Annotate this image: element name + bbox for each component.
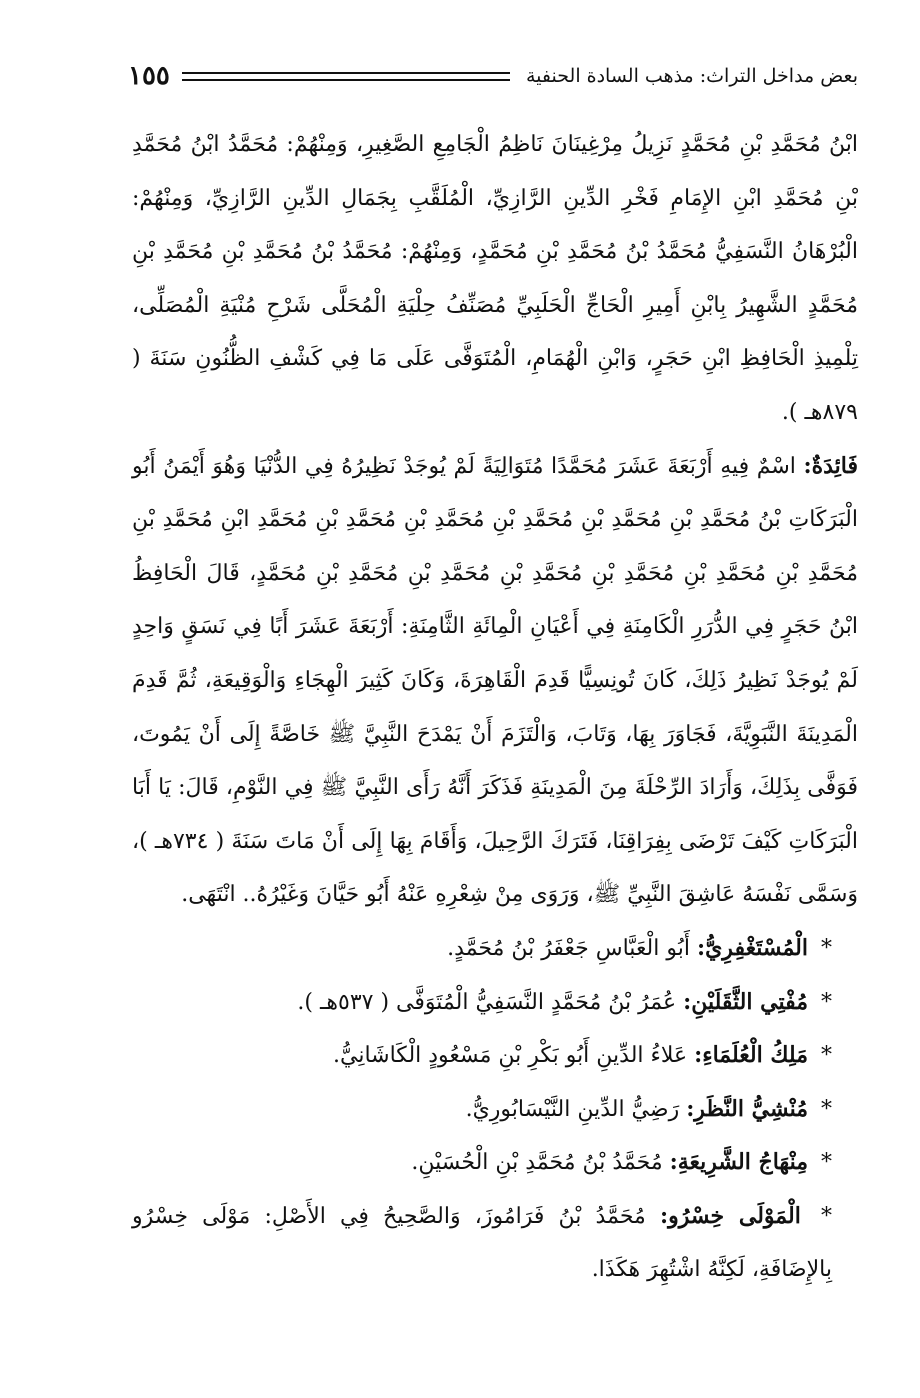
entry-item bbox=[132, 976, 858, 1030]
paragraph-note bbox=[132, 440, 858, 922]
entry-text: مُحَمَّدُ بْنُ مُحَمَّدِ بْنِ الْحُسَيْنِ. bbox=[411, 1150, 663, 1176]
entry-item bbox=[132, 1029, 858, 1083]
entry-item bbox=[132, 1083, 858, 1137]
note-text: اسْمٌ فِيهِ أَرْبَعَةَ عَشَرَ مُحَمَّدًا مُتَوَالِيَةً لَمْ يُوجَدْ نَظِيرُهُ فِي الدُّنْيَا وَهُوَ أَيْمَنُ أَبُو الْبَرَكَاتِ بْنُ مُحَمَّدِ بْنِ مُحَمَّدِ بْنِ مُحَمَّدِ بْنِ مُحَمَّدِ بْنِ مُحَمَّدِ بْنِ مُحَمَّدِ ابْنِ مُحَمَّدِ بْنِ مُحَمَّدِ بْنِ مُحَمَّدِ بْنِ مُحَمَّدِ بْنِ مُحَمَّدِ بْنِ مُحَمَّدِ بْنِ مُحَمَّدِ بْنِ مُحَمَّدٍ، قَالَ الْحَافِظُ ابْنُ حَجَرٍ فِي الدُّرَرِ الْكَامِنَةِ فِي أَعْيَانِ الْمِائَةِ الثَّامِنَةِ: أَرْبَعَةَ عَشَرَ أَبًا فِي نَسَقٍ وَاحِدٍ لَمْ يُوجَدْ نَظِيرُ ذَلِكَ، كَانَ تُونِسِيًّا قَدِمَ الْقَاهِرَةَ، وَكَانَ كَثِيرَ الْهِجَاءِ وَالْوَقِيعَةِ، ثُمَّ قَدِمَ الْمَدِينَةَ النَّبَوِيَّةَ، فَجَاوَرَ بِهَا، وَتَابَ، وَالْتَزَمَ أَنْ يَمْدَحَ النَّبِيَّ ﷺ خَاصَّةً إِلَى أَنْ يَمُوتَ، فَوَفَّى بِذَلِكَ، وَأَرَادَ الرِّحْلَةَ مِنَ الْمَدِينَةِ فَذَكَرَ أَنَّهُ رَأَى النَّبِيَّ ﷺ فِي النَّوْمِ، قَالَ: يَا أَبَا الْبَرَكَاتِ كَيْفَ تَرْضَى بِفِرَاقِنَا، فَتَرَكَ الرَّحِيلَ، وَأَقَامَ بِهَا إِلَى أَنْ مَاتَ سَنَةَ ( ٧٣٤هـ )، وَسَمَّى نَفْسَهُ عَاشِقَ النَّبِيِّ ﷺ، وَرَوَى مِنْ شِعْرِهِ عَنْهُ أَبُو حَيَّانَ وَغَيْرُهُ.. انْتَهَى. bbox=[132, 453, 859, 908]
entry-text: أَبُو الْعَبَّاسِ جَعْفَرُ بْنُ مُحَمَّدٍ. bbox=[447, 935, 690, 961]
entry-name: مِنْهَاجُ الشَّرِيعَةِ: bbox=[669, 1149, 808, 1176]
entry-text: عَلاءُ الدِّينِ أَبُو بَكْرِ بْنِ مَسْعُودٍ الْكَاشَانِيُّ. bbox=[333, 1043, 688, 1069]
page-header bbox=[128, 58, 858, 94]
entry-text: مُحَمَّدُ بْنُ فَرَامُوزَ، وَالصَّحِيحُ فِي الأَصْلِ: مَوْلَى خِسْرُو بِالإِضَافَةِ، لَكِنَّهُ اشْتُهِرَ هَكَذَا. bbox=[132, 1203, 832, 1283]
entry-item bbox=[132, 1136, 858, 1190]
page-body bbox=[132, 118, 858, 1297]
bullet-icon: * bbox=[821, 1150, 832, 1176]
entry-text: رَضِيُّ الدِّينِ النَّيْسَابُورِيُّ. bbox=[465, 1096, 680, 1122]
page-number: ١٥٥ bbox=[128, 61, 170, 91]
entry-name: الْمُسْتَغْفِرِيُّ: bbox=[696, 934, 808, 961]
bullet-icon: * bbox=[821, 1096, 832, 1122]
entry-name: مُنْشِيُّ النَّظَرِ: bbox=[686, 1095, 808, 1122]
bullet-icon: * bbox=[821, 989, 832, 1015]
note-lead: فَائِدَةٌ: bbox=[803, 452, 859, 479]
entry-name: مَلِكُ الْعُلَمَاءِ: bbox=[694, 1042, 808, 1069]
header-rule bbox=[182, 72, 510, 81]
entry-item bbox=[132, 922, 858, 976]
paragraph-continuation: ابْنُ مُحَمَّدِ بْنِ مُحَمَّدٍ نَزِيلُ مِرْغِينَانَ نَاظِمُ الْجَامِعِ الصَّغِيرِ، وَمِنْهُمْ: مُحَمَّدُ ابْنُ مُحَمَّدِ بْنِ مُحَمَّدِ ابْنِ الإِمَامِ فَخْرِ الدِّينِ الرَّازِيِّ، الْمُلَقَّبِ بِجَمَالِ الدِّينِ الرَّازِيِّ، وَمِنْهُمْ: الْبُرْهَانُ النَّسَفِيُّ مُحَمَّدُ بْنُ مُحَمَّدِ بْنِ مُحَمَّدٍ، وَمِنْهُمْ: مُحَمَّدُ بْنُ مُحَمَّدِ بْنِ مُحَمَّدِ بْنِ مُحَمَّدٍ الشَّهِيرُ بِابْنِ أَمِيرِ الْحَاجِّ الْحَلَبِيِّ مُصَنِّفُ حِلْيَةِ الْمُحَلَّى شَرْحِ مُنْيَةِ الْمُصَلِّى، تِلْمِيذِ الْحَافِظِ ابْنِ حَجَرٍ، وَابْنِ الْهُمَامِ، الْمُتَوَفَّى عَلَى مَا فِي كَشْفِ الظُّنُونِ سَنَةَ ( ٨٧٩هـ ). bbox=[132, 132, 858, 425]
entry-name: الْمَوْلَى خِسْرُو: bbox=[659, 1202, 801, 1229]
bullet-icon: * bbox=[821, 1203, 832, 1229]
bullet-icon: * bbox=[821, 1043, 832, 1069]
entry-item bbox=[132, 1190, 858, 1297]
bullet-icon: * bbox=[821, 935, 832, 961]
running-title: بعض مداخل التراث: مذهب السادة الحنفية bbox=[526, 65, 858, 87]
entry-text: عُمَرُ بْنُ مُحَمَّدٍ النَّسَفِيُّ الْمُتَوَفَّى ( ٥٣٧هـ ). bbox=[297, 989, 677, 1015]
entry-name: مُفْتِي الثَّقَلَيْنِ: bbox=[683, 988, 808, 1015]
